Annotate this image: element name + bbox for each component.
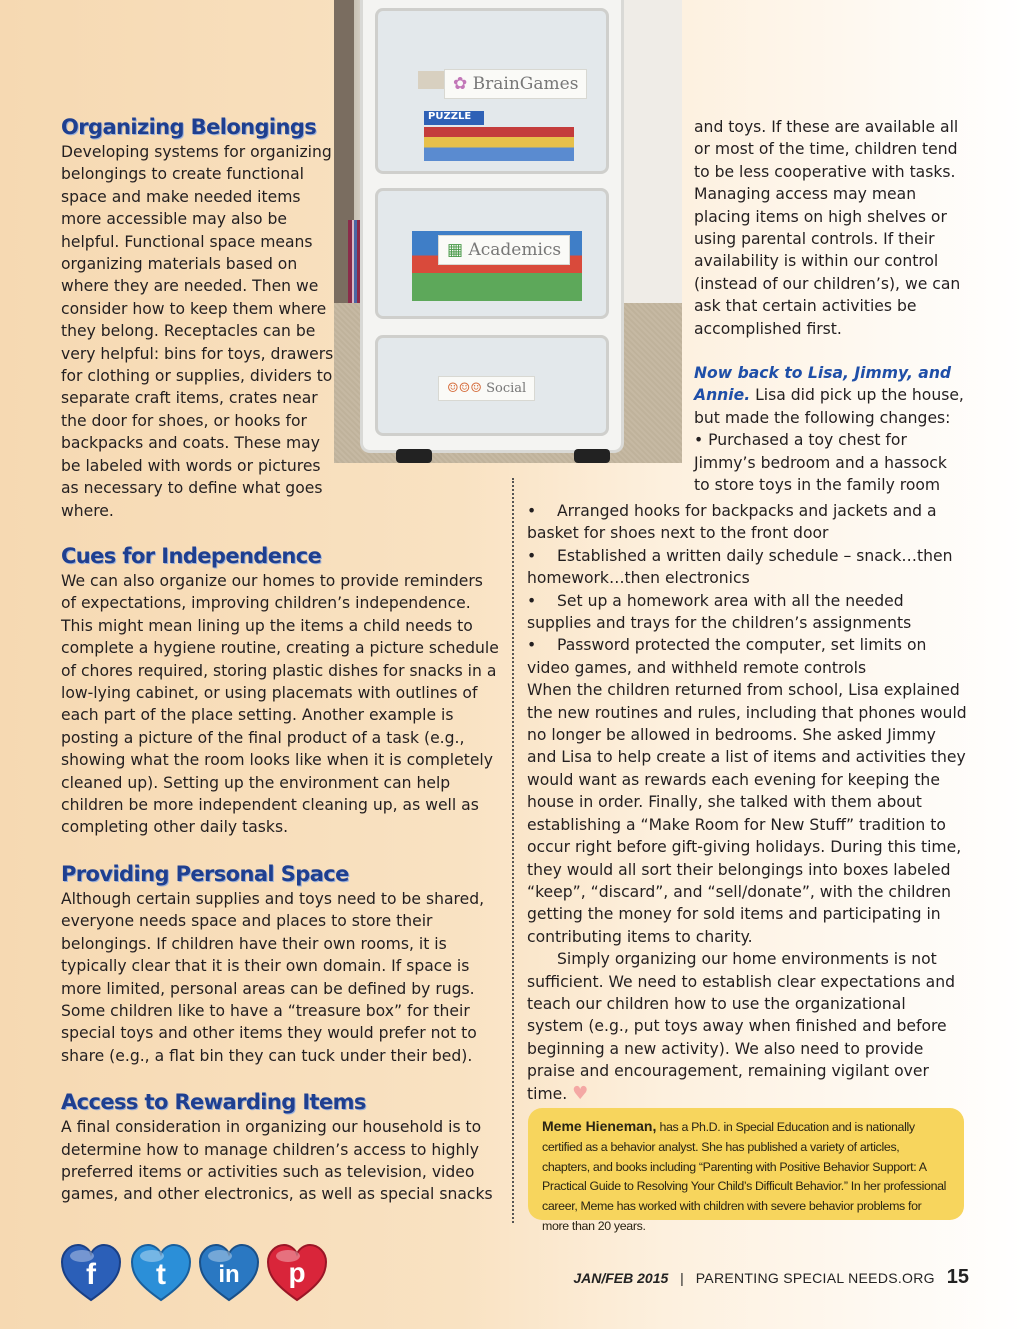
section-heading: Access to Rewarding Items (61, 1090, 366, 1115)
site-name: PARENTING SPECIAL NEEDS.ORG (695, 1270, 935, 1286)
books-icon: ▦ (447, 240, 464, 260)
section-body: A final consideration in organizing our household is to determine how to manage children’s access to highly preferred items or activities such as television, video games, and other electronics, as well as special snacks (61, 1118, 493, 1204)
braingames-label: ✿ BrainGames (444, 69, 587, 99)
section-heading: Organizing Belongings (61, 115, 317, 139)
author-bio-box (528, 1108, 964, 1233)
section-body: Developing systems for organizing belongings to create functional space and make needed items more accessible may also be helpful. Functional space means organizing materials based on where they are needed. Then we consider how to keep them where they belong. Receptacles can be very helpful: bins for toys, drawers for clothing or supplies, dividers to separate craft items, crates near the door for shoes, or hooks for backpacks and coats. These may be labeled with words or pictures as necessary to define what goes where. (61, 143, 334, 520)
lead-in-heading: Now back to Lisa, Jimmy, and Annie. (694, 364, 952, 405)
column-divider (512, 478, 514, 1223)
right-column-top (694, 116, 966, 497)
page-footer (573, 1266, 969, 1289)
heart-icon: ♥ (572, 1082, 589, 1104)
section-heading: Providing Personal Space (61, 861, 349, 886)
bullet-dot: • (527, 502, 537, 520)
bullet-item: • Arranged hooks for backpacks and jackets and a basket for shoes next to the front door (527, 502, 937, 543)
people-icon: ☺☺☺ (447, 381, 482, 396)
svg-text:in: in (218, 1261, 240, 1288)
pinterest-icon[interactable] (264, 1240, 330, 1306)
first-bullet: • Purchased a toy chest for Jimmy’s bedroom and a hassock to store toys in the family room (694, 431, 947, 495)
footer-separator: | (680, 1270, 684, 1286)
brain-icon: ✿ (453, 74, 468, 94)
bullet-item: • Password protected the computer, set limits on video games, and withheld remote controls (527, 636, 927, 677)
plastic-drawer-cart (360, 0, 624, 453)
drawer-middle (375, 188, 609, 319)
facebook-icon[interactable] (58, 1240, 124, 1306)
puzzle-box: PUZZLE (424, 111, 484, 125)
cart-wheel (396, 449, 432, 463)
storage-cart-photo (334, 0, 682, 463)
lead-paragraph (694, 362, 966, 429)
lead-text: Lisa did pick up the house, but made the following changes: (694, 386, 964, 427)
section-body: Although certain supplies and toys need to be shared, everyone needs space and places to store their belongings. If children have their own rooms, it is typically clear that it is their own domain. If space is more limited, personal areas can be defined by rugs. Some children like to have a “treasure box” for their special toys and other items they would prefer not to share (e.g., a flat bin they can tuck under their bed). (61, 889, 485, 1065)
svg-text:t: t (156, 1258, 166, 1291)
bullet-item: • Established a written daily schedule – snack…then homework…then electronics (527, 546, 953, 588)
author-bio-text: has a Ph.D. in Special Education and is nationally certified as a behavior analyst. She has published a variety of articles, chapters, and books including “Parenting with Positive Behavior Support: A Practical Guide to Resolving Your Child’s Difficult Behavior.” In her professional career, Meme has worked with children with severe behavior problems for more than 20 years. (542, 1120, 947, 1233)
author-name: Meme Hieneman, (542, 1118, 657, 1134)
bullet-dot: • (527, 546, 537, 565)
section-heading: Cues for Independence (61, 544, 322, 568)
social-label: ☺☺☺ Social (438, 376, 535, 401)
left-column (61, 113, 337, 522)
continuation-text: and toys. If these are available all or most of the time, children tend to be less cooperative with tasks. Managing access may mean placing items on high shelves or using parental controls. If their availability is within our control (instead of our children’s), we can ask that certain activities be accomplished first. (694, 118, 961, 338)
drawer-top (375, 8, 609, 174)
section-body: We can also organize our homes to provide reminders of expectations, improving children’s independence. This might mean lining up the items a child needs to complete a hygiene routine, creating a picture schedule of chores required, storing plastic dishes for snacks in a low-lying cabinet, or using placemats with outlines of each part of the place setting. Another example is posting a picture of the final product of a task (e.g., showing what the room looks like when it is completely cleaned up). Setting up the environment can help children be more independent cleaning up, as well as completing other daily tasks. (61, 572, 499, 837)
story-paragraph: When the children returned from school, Lisa explained the new routines and rules, including that phones would no longer be allowed in bedrooms. She asked Jimmy and Lisa to help create a list of items and activities they would want as rewards each evening for keeping the house in order. Finally, she talked with them about establishing a “Make Room for New Stuff” tradition to occur right before gift-giving holidays. During this time, they would all sort their belongings into boxes labeled “keep”, “discard”, and “sell/donate”, with the children getting the money for sold items and participating in contributing items to charity. (527, 681, 967, 946)
svg-text:p: p (288, 1257, 306, 1288)
twitter-icon[interactable] (128, 1240, 194, 1306)
bullet-dot: • (527, 636, 537, 655)
cart-wheel (574, 449, 610, 463)
svg-text:f: f (86, 1258, 96, 1291)
drawer-bottom (375, 335, 609, 436)
right-column-lower (527, 500, 967, 1105)
linkedin-icon[interactable] (196, 1240, 262, 1306)
photo-box-stack (424, 127, 574, 161)
bullet-item: • Set up a homework area with all the needed supplies and trays for the children’s assignments (527, 591, 912, 633)
academics-label: ▦ Academics (438, 235, 570, 265)
left-column-lower (61, 542, 501, 1206)
issue-date: JAN/FEB 2015 (573, 1270, 669, 1286)
closing-paragraph: Simply organizing our home environments is not sufficient. We need to establish clear expectations and teach our children how to use the organizational system (e.g., put toys away when finished and before beginning a new activity). We also need to provide praise and encouragement, remaining vigilant over time. ♥ (527, 950, 955, 1104)
bullet-dot: • (527, 591, 537, 610)
page-number: 15 (946, 1266, 969, 1288)
